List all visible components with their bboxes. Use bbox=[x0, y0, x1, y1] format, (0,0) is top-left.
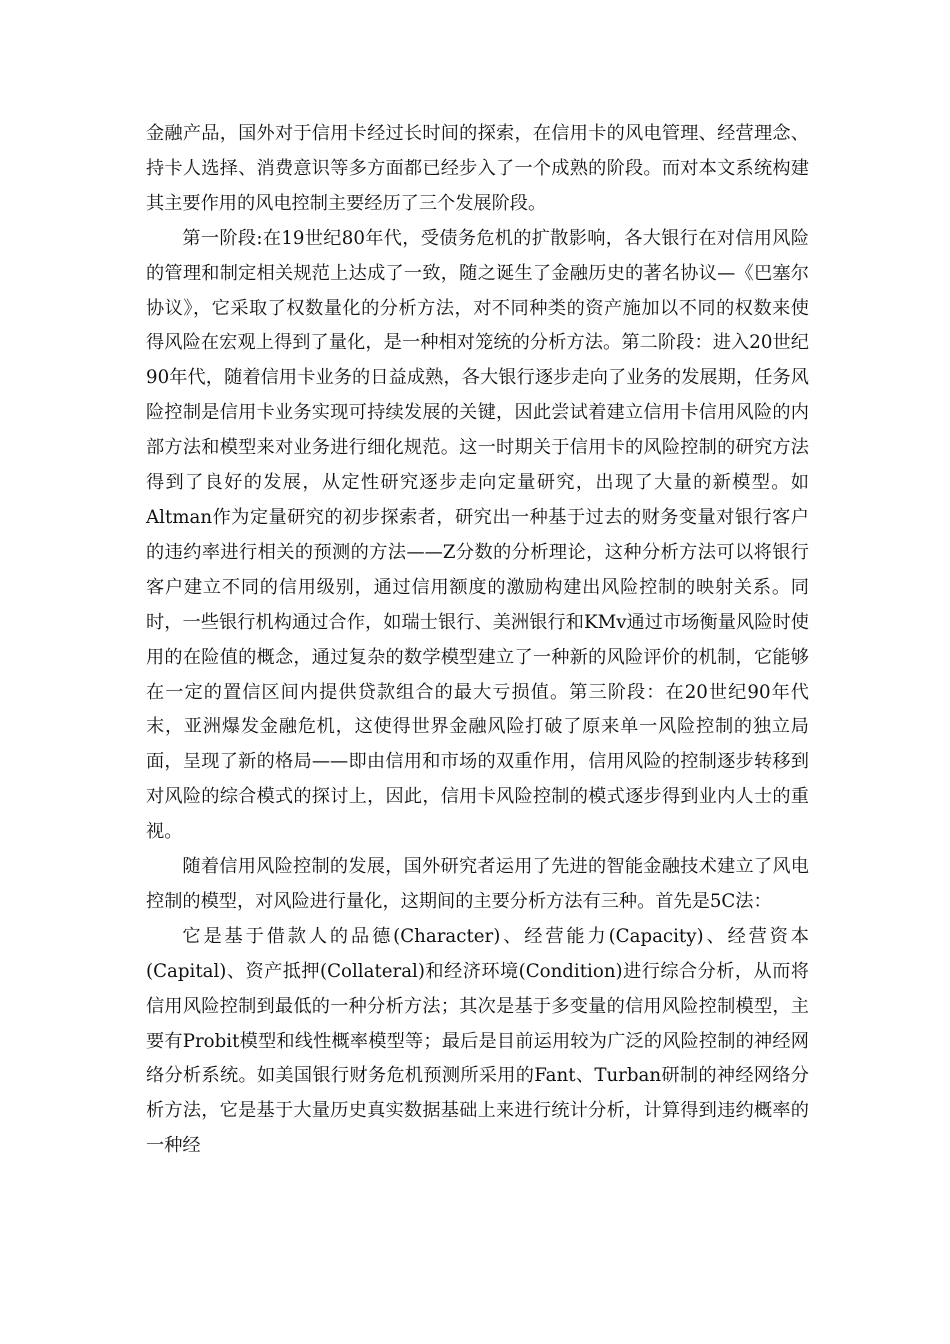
paragraph-development-stages: 第一阶段:在19世纪80年代，受债务危机的扩散影响，各大银行在对信用风险的管理和制定相关规范上达成了一致，随之诞生了金融历史的著名协议—《巴塞尔协议》，它采取了权数量化的分析方法，对不同种类的资产施加以不同的权数来使得风险在宏观上得到了量化，是一种相对笼统的分析方法。第二阶段：进入20世纪90年代，随着信用卡业务的日益成熟，各大银行逐步走向了业务的发展期，任务风险控制是信用卡业务实现可持续发展的关键，因此尝试着建立信用卡信用风险的内部方法和模型来对业务进行细化规范。这一时期关于信用卡的风险控制的研究方法得到了良好的发展，从定性研究逐步走向定量研究，出现了大量的新模型。如Altman作为定量研究的初步探索者，研究出一种基于过去的财务变量对银行客户的违约率进行相关的预测的方法——Z分数的分析理论，这种分析方法可以将银行客户建立不同的信用级别，通过信用额度的激励构建出风险控制的映射关系。同时，一些银行机构通过合作，如瑞士银行、美洲银行和KMv通过市场衡量风险时使用的在险值的概念，通过复杂的数学模型建立了一种新的风险评价的机制，它能够在一定的置信区间内提供贷款组合的最大亏损值。第三阶段：在20世纪90年代末，亚洲爆发金融危机，这使得世界金融风险打破了原来单一风险控制的独立局面，呈现了新的格局——即由信用和市场的双重作用，信用风险的控制逐步转移到对风险的综合模式的探讨上，因此，信用卡风险控制的模式逐步得到业内人士的重视。 bbox=[146, 227, 809, 843]
body-text bbox=[146, 117, 809, 1164]
paragraph-intro: 金融产品，国外对于信用卡经过长时间的探索，在信用卡的风电管理、经营理念、持卡人选择、消费意识等多方面都已经步入了一个成熟的阶段。而对本文系统构建其主要作用的风电控制主要经历了三个发展阶段。 bbox=[146, 123, 809, 214]
paragraph-analysis-methods: 随着信用风险控制的发展，国外研究者运用了先进的智能金融技术建立了风电控制的模型，对风险进行量化，这期间的主要分析方法有三种。首先是5C法： bbox=[146, 856, 809, 912]
paragraph-5c-method: 它是基于借款人的品德(Character)、经营能力(Capacity)、经营资本(Capital)、资产抵押(Collateral)和经济环境(Condition)进行综合分析，从而将信用风险控制到最低的一种分析方法；其次是基于多变量的信用风险控制模型，主要有Probit模型和线性概率模型等；最后是目前运用较为广泛的风险控制的神经网络分析系统。如美国银行财务危机预测所采用的Fant、Turban研制的神经网络分析方法，它是基于大量历史真实数据基础上来进行统计分析，计算得到违约概率的一种经 bbox=[146, 925, 809, 1157]
